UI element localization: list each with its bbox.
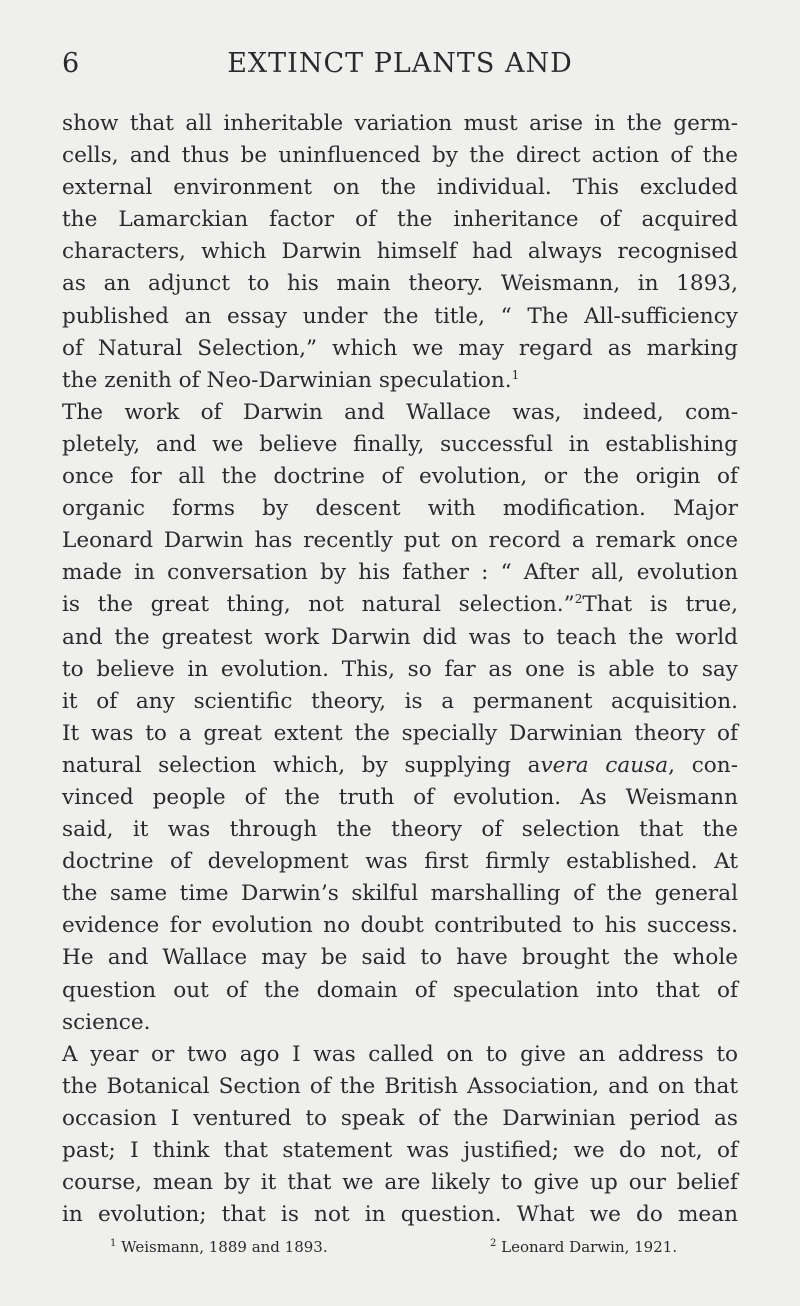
footnote-ref: 1 (511, 367, 520, 382)
text-line: He and Wallace may be said to have brought the whole (62, 945, 738, 971)
italic-phrase: vera causa (540, 752, 669, 778)
text-line: organic forms by descent with modification. Major (62, 496, 738, 522)
text-line: is the great thing, not natural selection.”$^2$That is true, (62, 592, 738, 618)
text-line: in evolution; that is not in question. What we do mean (62, 1202, 738, 1228)
text-line: It was to a great extent the specially Darwinian theory of (62, 720, 738, 746)
text-line: said, it was through the theory of selection that the (62, 817, 738, 843)
text-line: the zenith of Neo-Darwinian speculation.$^1$ (62, 367, 520, 393)
text-line: show that all inheritable variation must arise in the germ- (62, 111, 738, 136)
text-line: and the greatest work Darwin did was to teach the world (62, 624, 738, 650)
text-line: once for all the doctrine of evolution, or the origin of (62, 464, 738, 490)
footnote: $^2$ Leonard Darwin, 1921. (490, 1238, 678, 1256)
text-line: to believe in evolution. This, so far as one is able to say (62, 656, 738, 682)
text-line: past; I think that statement was justified; we do not, of (62, 1138, 738, 1163)
text-line: pletely, and we believe finally, successful in establishing (62, 431, 738, 457)
text-line: science. (62, 1009, 151, 1035)
text-line: course, mean by it that we are likely to give up our belief (62, 1170, 738, 1196)
text-line: A year or two ago I was called on to give an address to (62, 1041, 738, 1067)
text-line: the Lamarckian factor of the inheritance of acquired (62, 207, 738, 233)
text-line: the Botanical Section of the British Association, and on that (62, 1073, 738, 1099)
text-line: The work of Darwin and Wallace was, indeed, com- (62, 399, 738, 425)
footnotes (78, 1238, 738, 1260)
body-text (62, 108, 738, 1231)
text-line: cells, and thus be uninfluenced by the direct action of the (62, 143, 738, 169)
text-line: doctrine of development was first firmly established. At (62, 849, 738, 875)
text-line: made in conversation by his father : “ After all, evolution (62, 560, 738, 586)
text-line: it of any scientific theory, is a permanent acquisition. (62, 688, 738, 714)
text-line: of Natural Selection,” which we may regard as marking (62, 335, 738, 361)
footnote-ref: 2 (574, 592, 583, 607)
text-line: vinced people of the truth of evolution. As Weismann (62, 784, 738, 810)
text-line: characters, which Darwin himself had always recognised (62, 239, 738, 265)
page-number: 6 (62, 48, 81, 79)
text-line: natural selection which, by supplying avera causa, con- (62, 752, 739, 778)
text-line: occasion I ventured to speak of the Darwinian period as (62, 1105, 738, 1131)
footnote: $^1$ Weismann, 1889 and 1893. (110, 1238, 328, 1256)
text-line: question out of the domain of speculation into that of (62, 977, 738, 1003)
text-line: published an essay under the title, “ The All-sufficiency (62, 303, 738, 329)
text-line: as an adjunct to his main theory. Weismann, in 1893, (62, 271, 738, 297)
text-line: Leonard Darwin has recently put on record a remark once (62, 528, 738, 554)
text-line: evidence for evolution no doubt contributed to his success. (62, 913, 738, 939)
running-title: EXTINCT PLANTS AND (227, 48, 573, 79)
text-line: the same time Darwin’s skilful marshalling of the general (62, 881, 738, 907)
text-line: external environment on the individual. This excluded (62, 175, 738, 201)
running-header (62, 48, 738, 88)
